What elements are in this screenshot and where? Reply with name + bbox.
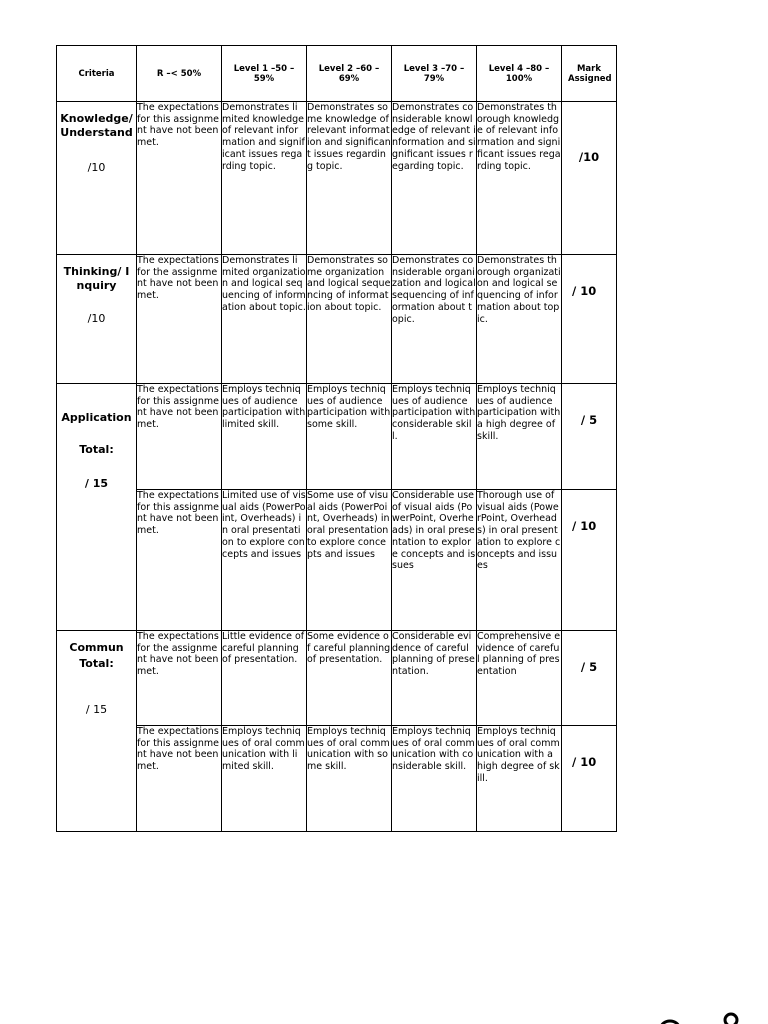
communication-total-label: Total: (79, 657, 114, 670)
application-1-mark: / 5 (562, 384, 617, 490)
thinking-level2: Demonstrates some organization and logical sequencing of information about topic. (307, 255, 392, 384)
thinking-level1: Demonstrates limited organization and logical sequencing of information about topic. (222, 255, 307, 384)
knowledge-level4: Demonstrates thorough knowledge of relevant information and significant issues regarding topic. (477, 102, 562, 255)
header-mark: Mark Assigned (562, 46, 617, 102)
knowledge-level2: Demonstrates some knowledge of relevant information and significant issues regarding topic. (307, 102, 392, 255)
communication-row-2 (57, 726, 617, 832)
thinking-mark: / 10 (562, 255, 617, 384)
knowledge-label: Knowledge/ Understand (60, 112, 133, 139)
cropped-glyph-icon (650, 1000, 768, 1024)
communication-1-level2: Some evidence of careful planning of presentation. (307, 631, 392, 726)
thinking-r: The expectations for the assignment have not been met. (137, 255, 222, 384)
application-row-1 (57, 384, 617, 490)
communication-1-level1: Little evidence of careful planning of presentation. (222, 631, 307, 726)
header-row (57, 46, 617, 102)
thinking-criteria (57, 255, 137, 384)
communication-2-level1: Employs techniques of oral communication with limited skill. (222, 726, 307, 832)
header-level4: Level 4 –80 – 100% (477, 46, 562, 102)
knowledge-level1: Demonstrates limited knowledge of relevant information and significant issues regarding topic. (222, 102, 307, 255)
application-1-level2: Employs techniques of audience participation with some skill. (307, 384, 392, 490)
knowledge-r: The expectations for this assignment have not been met. (137, 102, 222, 255)
knowledge-row (57, 102, 617, 255)
cropped-glyph-decoration (650, 1000, 768, 1024)
application-1-level1: Employs techniques of audience participation with limited skill. (222, 384, 307, 490)
application-2-level4: Thorough use of visual aids (PowerPoint, Overheads) in oral presentation to explore concepts and issues (477, 490, 562, 631)
knowledge-level3: Demonstrates considerable knowledge of relevant information and significant issues regarding topic. (392, 102, 477, 255)
communication-1-level3: Considerable evidence of careful planning of presentation. (392, 631, 477, 726)
header-criteria: Criteria (57, 46, 137, 102)
communication-1-r: The expectations for the assignment have not been met. (137, 631, 222, 726)
header-r: R –< 50% (137, 46, 222, 102)
communication-2-level2: Employs techniques of oral communication with some skill. (307, 726, 392, 832)
application-total-label: Total: (79, 443, 114, 456)
communication-2-level4: Employs techniques of oral communication with a high degree of skill. (477, 726, 562, 832)
application-2-mark: / 10 (562, 490, 617, 631)
application-2-level1: Limited use of visual aids (PowerPoint, Overheads) in oral presentation to explore concepts and issues (222, 490, 307, 631)
header-level1: Level 1 –50 – 59% (222, 46, 307, 102)
communication-total: / 15 (85, 703, 108, 716)
communication-2-level3: Employs techniques of oral communication with considerable skill. (392, 726, 477, 832)
application-criteria (57, 384, 137, 631)
communication-1-mark: / 5 (562, 631, 617, 726)
application-2-r: The expectations for this assignment have not been met. (137, 490, 222, 631)
knowledge-criteria (57, 102, 137, 255)
knowledge-mark: /10 (562, 102, 617, 255)
header-level2: Level 2 –60 – 69% (307, 46, 392, 102)
application-row-2 (57, 490, 617, 631)
communication-criteria (57, 631, 137, 832)
rubric-table (56, 45, 617, 832)
application-1-r: The expectations for this assignment have not been met. (137, 384, 222, 490)
communication-2-r: The expectations for this assignment have not been met. (137, 726, 222, 832)
communication-label: Commun (69, 641, 124, 654)
application-2-level2: Some use of visual aids (PowerPoint, Overheads) in oral presentation to explore concepts and issues (307, 490, 392, 631)
knowledge-total: /10 (87, 161, 106, 174)
thinking-row (57, 255, 617, 384)
header-level3: Level 3 –70 – 79% (392, 46, 477, 102)
communication-2-mark: / 10 (562, 726, 617, 832)
application-1-level4: Employs techniques of audience participation with a high degree of skill. (477, 384, 562, 490)
thinking-level3: Demonstrates considerable organization and logical sequencing of information about topic. (392, 255, 477, 384)
communication-row-1 (57, 631, 617, 726)
thinking-label: Thinking/ Inquiry (63, 265, 130, 292)
application-2-level3: Considerable use of visual aids (PowerPoint, Overheads) in oral presentation to explore concepts and issues (392, 490, 477, 631)
application-total: / 15 (84, 477, 109, 490)
thinking-total: /10 (87, 312, 106, 325)
application-1-level3: Employs techniques of audience participation with considerable skill. (392, 384, 477, 490)
communication-1-level4: Comprehensive evidence of careful planning of presentation (477, 631, 562, 726)
application-label: Application (61, 411, 132, 424)
thinking-level4: Demonstrates thorough organization and logical sequencing of information about topic. (477, 255, 562, 384)
